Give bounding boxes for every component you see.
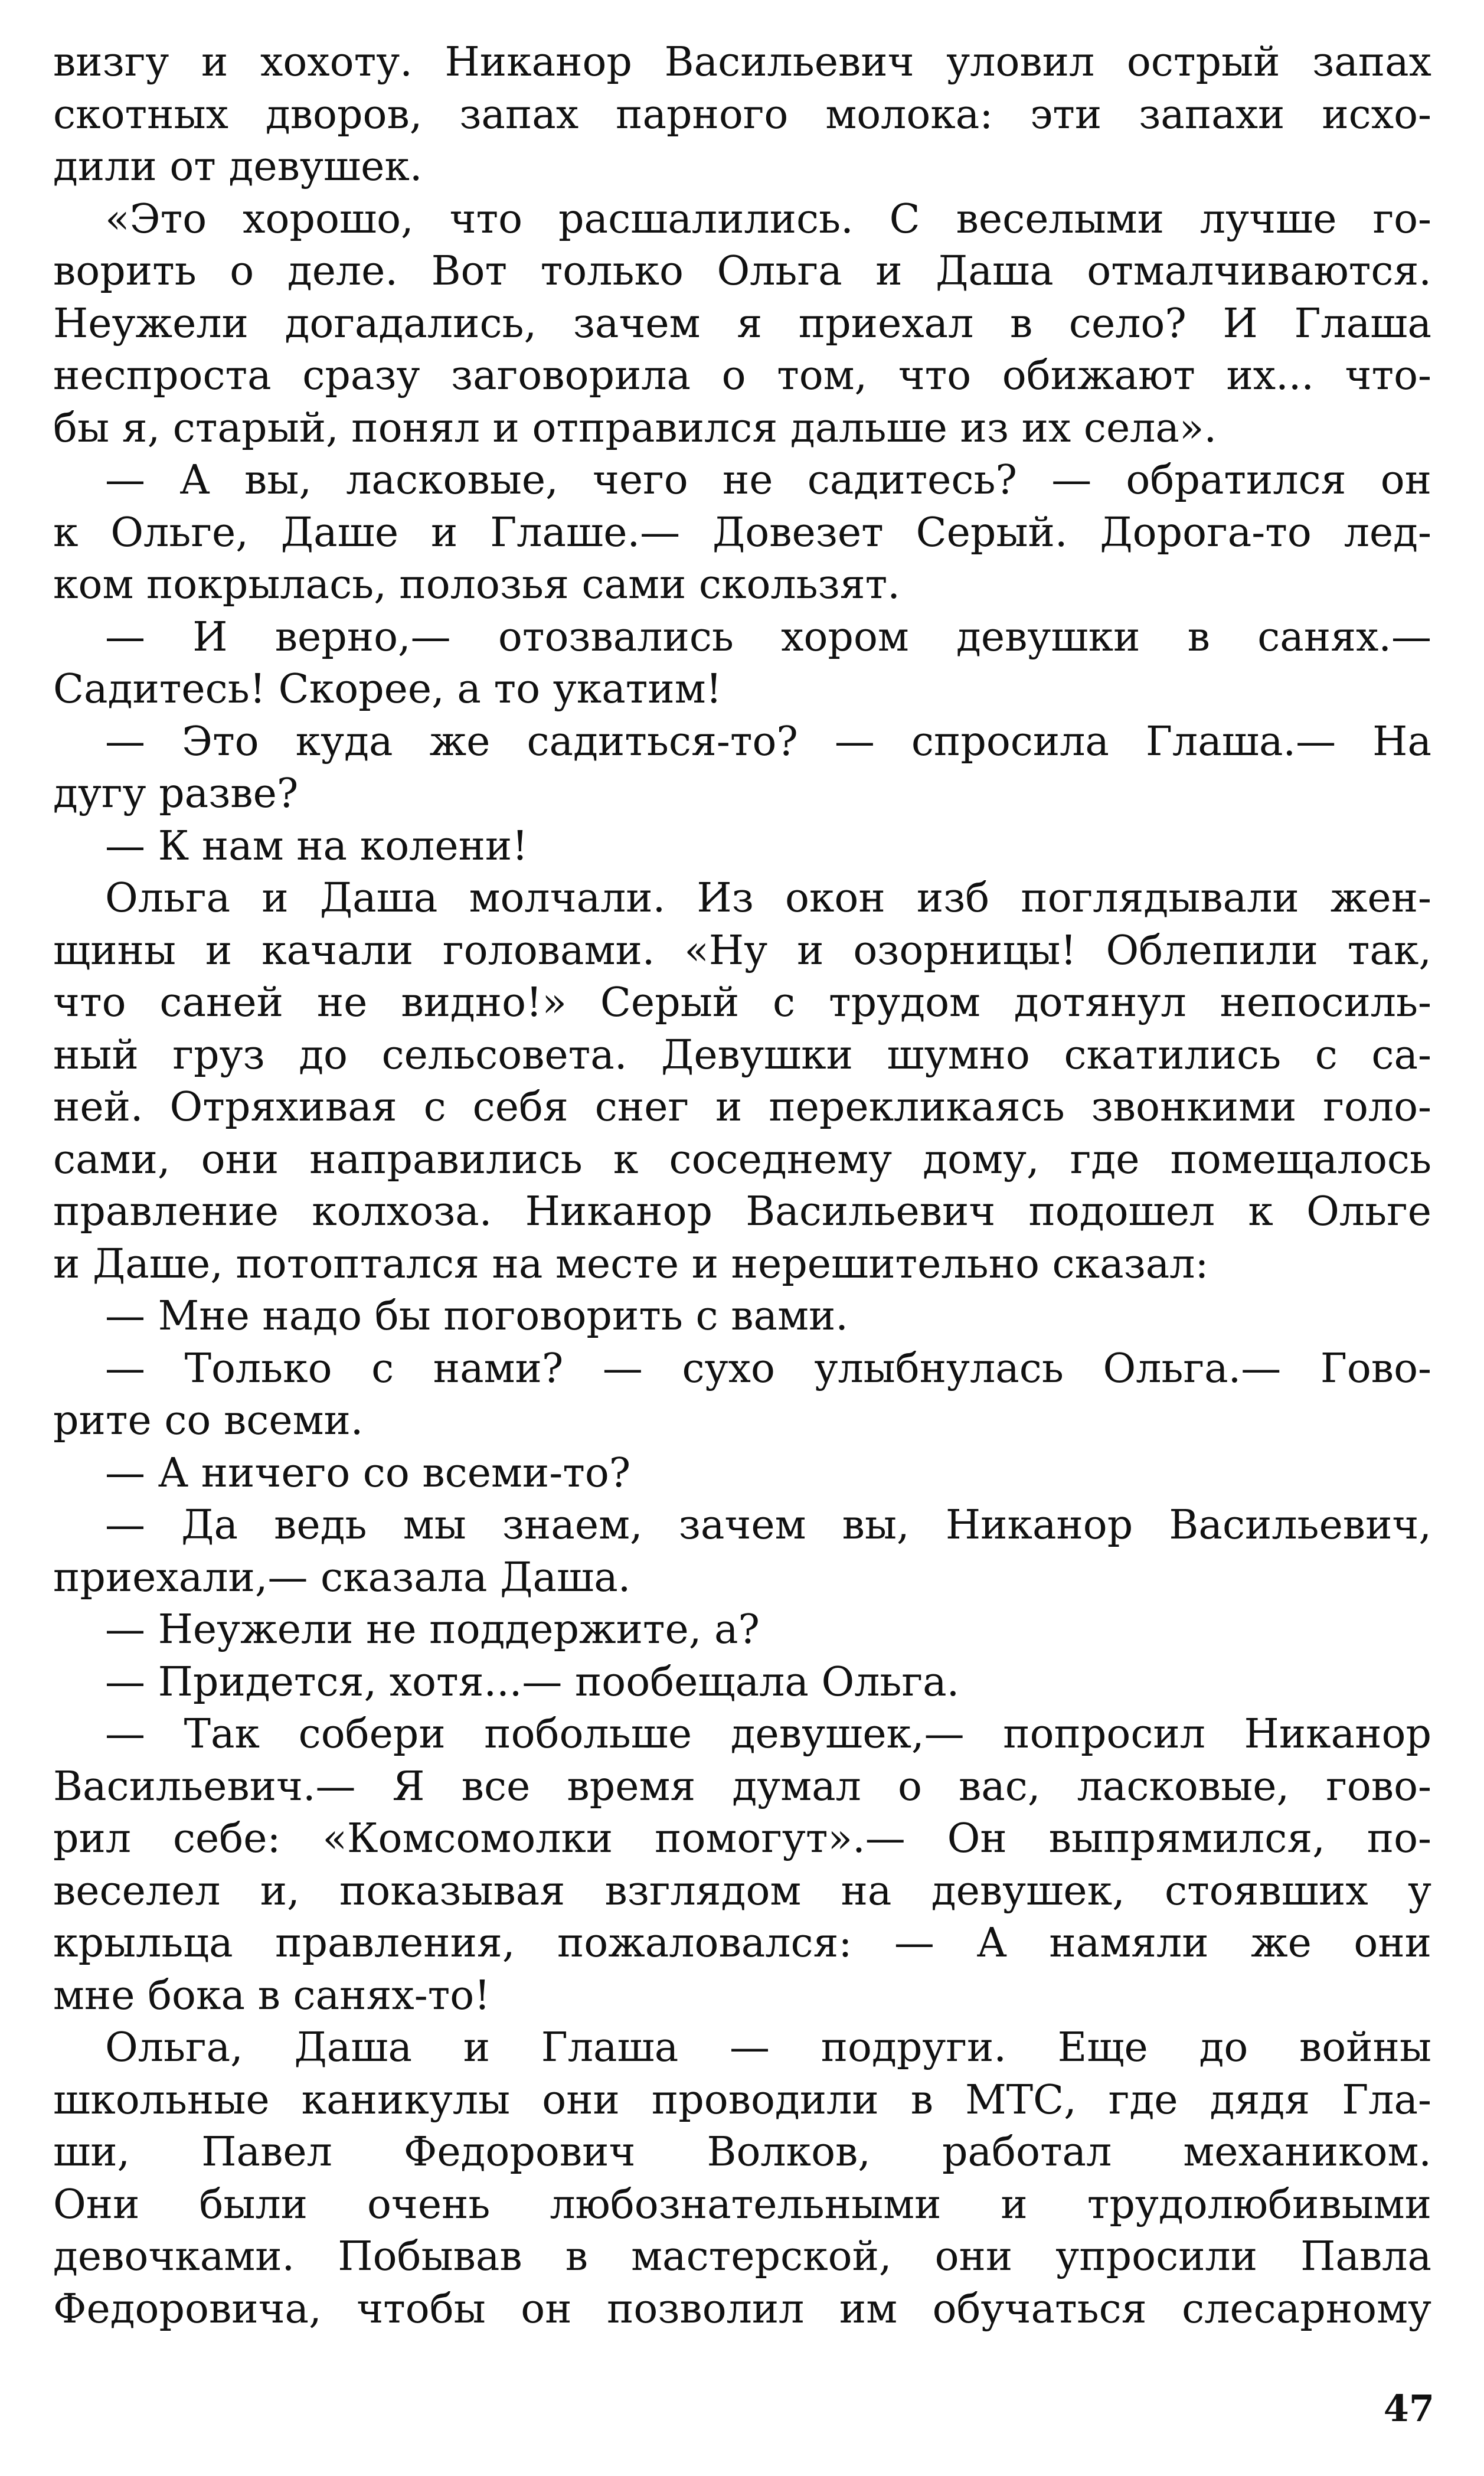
text-line: визгу и хохоту. Никанор Васильевич уловил острый запах [53, 39, 1431, 86]
text-line: — Неужели не поддержите, а? [105, 1606, 760, 1653]
text-line: — К нам на колени! [105, 822, 528, 870]
text-line: рил себе: «Комсомолки помогут».— Он выпрямился, по- [53, 1815, 1431, 1862]
text-line: — Так собери побольше девушек,— попросил Никанор [105, 1711, 1431, 1758]
text-line: — Это куда же садиться-то? — спросила Глаша.— На [105, 718, 1431, 765]
text-line: — И верно,— отозвались хором девушки в санях.— [105, 613, 1431, 661]
page-number: 47 [1383, 2387, 1434, 2430]
text-line: дугу разве? [53, 770, 299, 817]
text-line: — Придется, хотя...— пообещала Ольга. [105, 1658, 960, 1706]
text-line: «Это хорошо, что расшалились. С веселыми лучше го- [105, 195, 1431, 243]
text-line: — А ничего со всеми-то? [105, 1449, 631, 1497]
text-line: Они были очень любознательными и трудолюбивыми [53, 2181, 1431, 2228]
text-line: крыльца правления, пожаловался: — А намяли же они [53, 1920, 1431, 1967]
text-line: девочками. Побывав в мастерской, они упросили Павла [53, 2233, 1431, 2280]
text-line: неспроста сразу заговорила о том, что обижают их... что- [53, 352, 1431, 399]
text-line: бы я, старый, понял и отправился дальше из их села». [53, 404, 1217, 452]
text-line: Ольга, Даша и Глаша — подруги. Еще до войны [105, 2024, 1431, 2071]
text-line: щины и качали головами. «Ну и озорницы! Облепили так, [53, 927, 1431, 974]
text-line: правление колхоза. Никанор Васильевич подошел к Ольге [53, 1188, 1431, 1235]
text-line: Садитесь! Скорее, а то укатим! [53, 666, 722, 713]
text-line: мне бока в санях-то! [53, 1972, 491, 2019]
text-line: — Только с нами? — сухо улыбнулась Ольга.— Гово- [105, 1345, 1431, 1392]
text-line: ный груз до сельсовета. Девушки шумно скатились с са- [53, 1031, 1431, 1079]
text-line: сами, они направились к соседнему дому, где помещалось [53, 1136, 1431, 1183]
text-line: рите со всеми. [53, 1397, 364, 1444]
text-line: Федоровича, чтобы он позволил им обучаться слесарному [53, 2285, 1431, 2333]
text-line: Ольга и Даша молчали. Из окон изб поглядывали жен- [105, 875, 1431, 922]
text-line: — А вы, ласковые, чего не садитесь? — обратился он [105, 457, 1431, 504]
text-line: — Да ведь мы знаем, зачем вы, Никанор Васильевич, [105, 1502, 1431, 1549]
text-line: что саней не видно!» Серый с трудом дотянул непосиль- [53, 979, 1431, 1026]
text-line: ши, Павел Федорович Волков, работал механиком. [53, 2129, 1431, 2176]
text-line: ком покрылась, полозья сами скользят. [53, 561, 900, 608]
text-line: к Ольге, Даше и Глаше.— Довезет Серый. Дорога-то лед- [53, 509, 1431, 556]
text-line: веселел и, показывая взглядом на девушек, стоявших у [53, 1867, 1431, 1915]
text-line: приехали,— сказала Даша. [53, 1554, 631, 1601]
text-line: ней. Отряхивая с себя снег и перекликаясь звонкими голо- [53, 1084, 1431, 1131]
text-line: скотных дворов, запах парного молока: эти запахи исхо- [53, 91, 1431, 138]
text-line: дили от девушек. [53, 143, 423, 190]
text-line: и Даше, потоптался на месте и нерешительно сказал: [53, 1240, 1209, 1288]
text-line: — Мне надо бы поговорить с вами. [105, 1293, 848, 1340]
text-line: Васильевич.— Я все время думал о вас, ласковые, гово- [53, 1763, 1431, 1810]
body-text [53, 37, 1431, 2335]
text-line: Неужели догадались, зачем я приехал в село? И Глаша [53, 300, 1431, 347]
text-line: школьные каникулы они проводили в МТС, где дядя Гла- [53, 2076, 1431, 2124]
text-line: ворить о деле. Вот только Ольга и Даша отмалчиваются. [53, 248, 1431, 295]
